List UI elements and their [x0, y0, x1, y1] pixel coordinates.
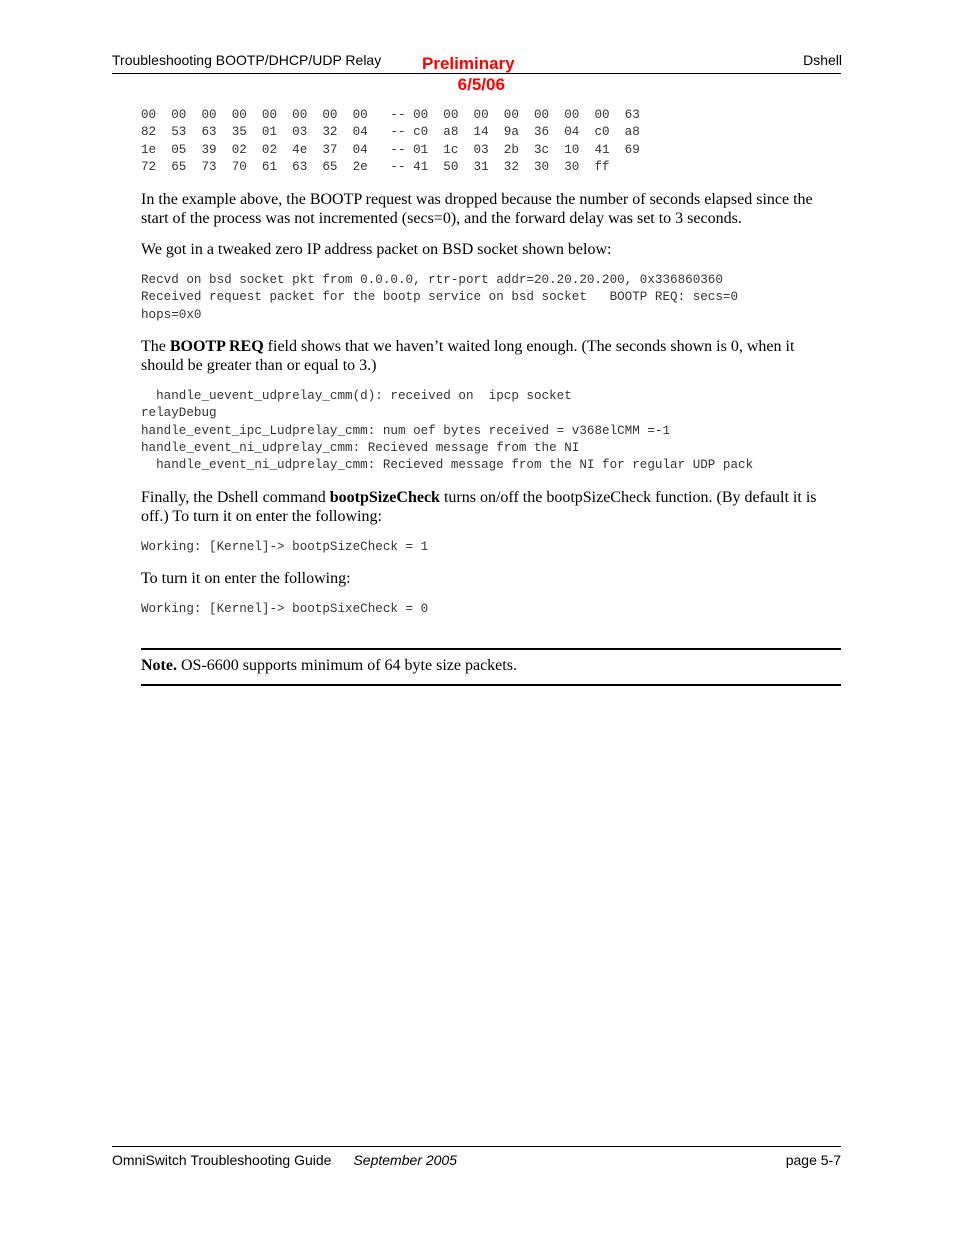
running-header-chapter: Dshell — [803, 52, 842, 68]
command-turn-on: Working: [Kernel]-> bootpSizeCheck = 1 — [141, 539, 429, 554]
log-line: hops=0x0 — [141, 307, 202, 322]
paragraph-bootp-dropped: In the example above, the BOOTP request was dropped because the number of seconds elapsed since the start of the process was not incremented (secs=0), and the forward delay was set to 3 seconds. — [141, 191, 813, 228]
command-turn-off: Working: [Kernel]-> bootpSixeCheck = 0 — [141, 601, 429, 616]
paragraph-zero-ip: We got in a tweaked zero IP address packet on BSD socket shown below: — [141, 241, 612, 259]
paragraph-bootp-req — [141, 337, 841, 375]
watermark-date: 6/5/06 — [457, 75, 505, 94]
log-line: handle_event_ni_udprelay_cmm: Recieved message from the NI for regular UDP pack — [141, 458, 754, 473]
log-line: Received request packet for the bootp service on bsd socket BOOTP REQ: secs=0 — [141, 290, 739, 305]
hex-line: 1e 05 39 02 02 4e 37 04 -- 01 1c 03 2b 3c 10 41 69 — [141, 142, 640, 157]
running-header-title: Troubleshooting BOOTP/DHCP/UDP Relay — [112, 52, 382, 68]
footer-guide-title: OmniSwitch Troubleshooting Guide — [112, 1152, 332, 1168]
footer-date: September 2005 — [353, 1152, 457, 1168]
log-line: handle_event_ipc_Ludprelay_cmm: num oef bytes received = v368elCMM =-1 — [141, 423, 671, 438]
para-lead: Finally, the Dshell command — [141, 488, 330, 506]
preliminary-watermark — [422, 53, 515, 95]
para-rest: turns on/off the bootpSizeCheck function. (By default it is off.) To turn it on enter the following: — [141, 488, 817, 525]
paragraph-bootpsizecheck — [141, 488, 841, 526]
bsd-socket-log — [141, 272, 841, 324]
udprelay-event-log — [141, 388, 841, 474]
hex-line: 00 00 00 00 00 00 00 00 -- 00 00 00 00 00 00 00 63 — [141, 108, 640, 122]
hex-line: 72 65 73 70 61 63 65 2e -- 41 50 31 32 30 30 ff — [141, 159, 610, 174]
footer-guide — [112, 1152, 457, 1168]
page-number: page 5-7 — [785, 1152, 841, 1168]
footer-divider — [112, 1146, 841, 1147]
page-body — [141, 107, 841, 618]
bootpsizecheck-term: bootpSizeCheck — [329, 488, 440, 506]
para-lead: The — [141, 338, 170, 356]
watermark-label: Preliminary — [422, 54, 515, 73]
hex-line: 82 53 63 35 01 03 32 04 -- c0 a8 14 9a 36 04 c0 a8 — [141, 125, 640, 140]
log-line: Recvd on bsd socket pkt from 0.0.0.0, rtr-port addr=20.20.20.200, 0x336860360 — [141, 273, 723, 288]
log-line: relayDebug — [141, 406, 217, 421]
log-line: handle_event_ni_udprelay_cmm: Recieved message from the NI — [141, 440, 580, 455]
bootp-req-term: BOOTP REQ — [169, 338, 264, 356]
hex-dump-block — [141, 107, 841, 176]
para-rest: field shows that we haven’t waited long enough. (The seconds shown is 0, when it should be greater than or equal to 3.) — [141, 338, 795, 375]
note-box — [141, 648, 841, 686]
note-body: OS-6600 supports minimum of 64 byte size packets. — [176, 657, 517, 674]
note-text — [141, 657, 517, 675]
note-label: Note. — [141, 657, 177, 674]
header-divider — [112, 73, 841, 74]
paragraph-turn-on: To turn it on enter the following: — [141, 569, 351, 587]
log-line: handle_uevent_udprelay_cmm(d): received on ipcp socket — [141, 389, 572, 404]
